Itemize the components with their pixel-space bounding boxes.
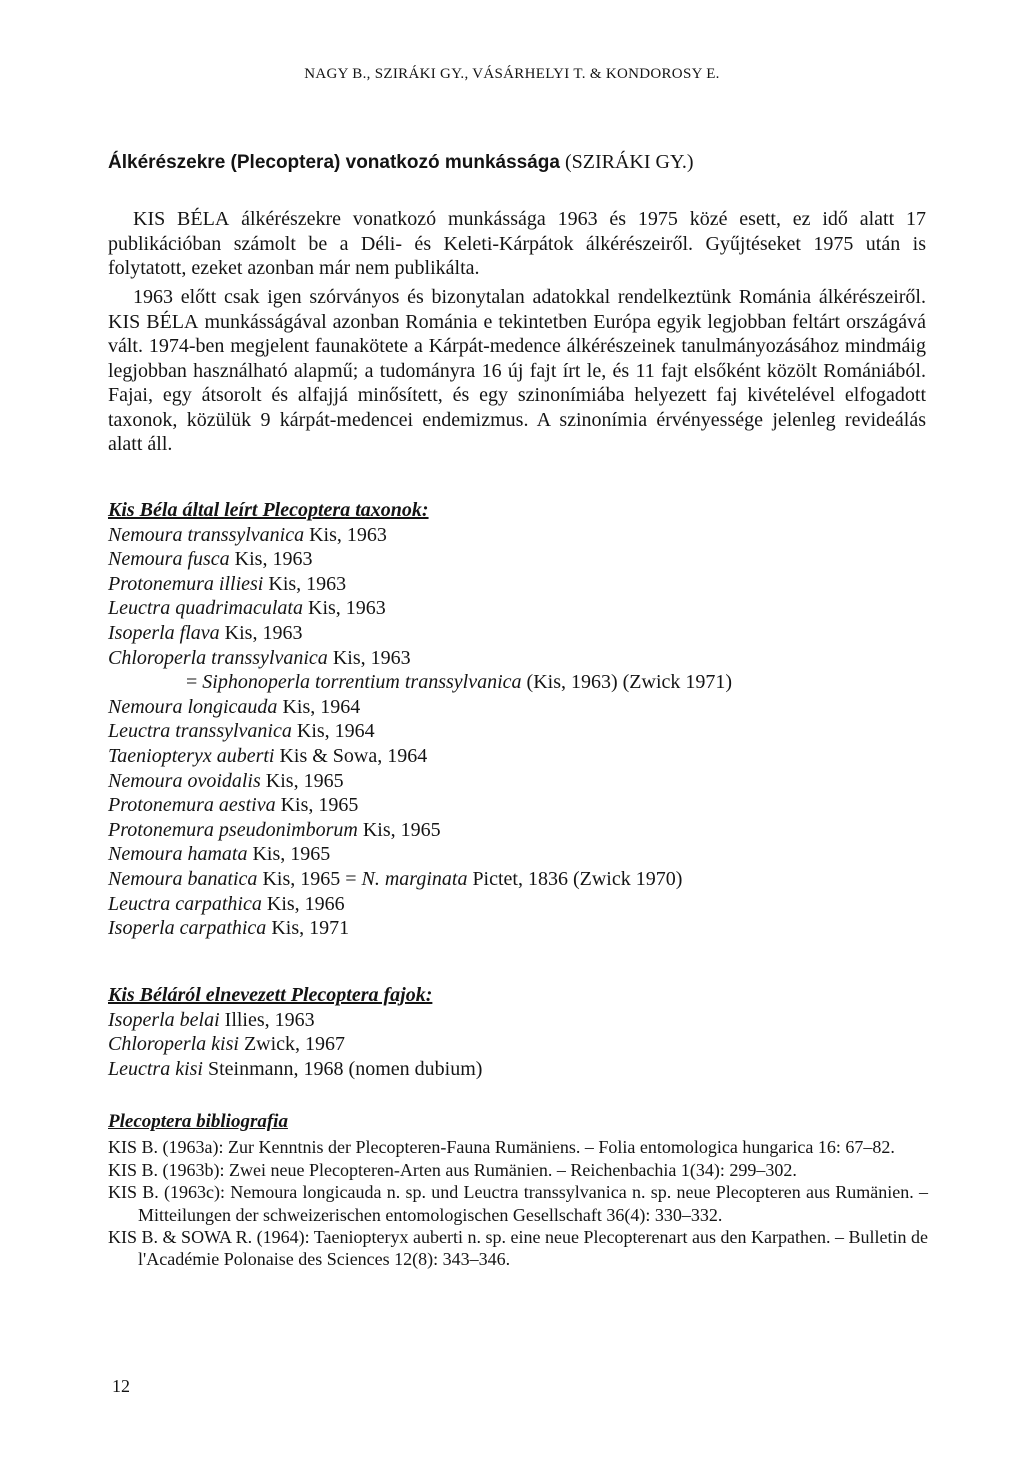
taxon-entry: Isoperla carpathica Kis, 1971 <box>108 917 350 940</box>
paragraph-text-a: 1963 előtt csak igen szórványos és bizonytalan adatokkal rendelkeztünk Románia álkérészeiről. <box>133 286 926 308</box>
taxon-entry: Nemoura longicauda Kis, 1964 <box>108 695 361 718</box>
taxon-entry: Taeniopteryx auberti Kis & Sowa, 1964 <box>108 744 428 767</box>
bibliography-entry: KIS B. (1963c): Nemoura longicauda n. sp. und Leuctra transsylvanica n. sp. neue Plecopteren aus Rumänien. – Mitteilungen der schweizerischen entomologischen Gesellschaft 36(4): 330–332. <box>108 1182 928 1225</box>
taxon-entry: Leuctra transsylvanica Kis, 1964 <box>108 720 375 743</box>
bibliography-entry: KIS B. & SOWA R. (1964): Taeniopteryx auberti n. sp. eine neue Plecopterenart aus den Karpathen. – Bulletin de l'Académie Polonaise des Sciences 12(8): 343–346. <box>108 1227 928 1270</box>
bibliography-entry: KIS B. (1963b): Zwei neue Plecopteren-Arten aus Rumänien. – Reichenbachia 1(34): 299–302. <box>108 1159 797 1180</box>
person-name: KIS BÉLA <box>108 310 199 333</box>
taxon-entry: Nemoura fusca Kis, 1963 <box>108 548 313 571</box>
taxon-entry: Isoperla flava Kis, 1963 <box>108 621 303 644</box>
taxon-entry: Protonemura pseudonimborum Kis, 1965 <box>108 818 441 841</box>
species-entry: Isoperla belai Illies, 1963 <box>108 1008 315 1031</box>
taxon-entry: Nemoura hamata Kis, 1965 <box>108 843 331 866</box>
paragraph-text-b: munkásságával azonban Románia e tekintetben Európa egyik legjobban feltárt országává vált. 1974-ben megjelent faunakötete a Kárpát-medence álkérészeinek tanulmányozásához mindmáig legjobban használható alapmű; a tudományra 16 új fajt írt le, és 11 fajt elsőként közölt Romániából. Fajai, egy átsorolt és alfajjá minősített, és egy szinonímiába helyezett faj kivételével elfogadott taxonok, közülük 9 kárpát-medencei endemizmus. A szinonímia érvényessége jelenleg revideálás alatt áll. <box>108 310 926 455</box>
named-species-list <box>108 983 938 1081</box>
species-entry: Leuctra kisi Steinmann, 1968 (nomen dubium) <box>108 1057 483 1080</box>
section-title-main: Álkérészekre (Plecoptera) vonatkozó munkássága <box>108 152 560 173</box>
taxon-entry: Nemoura transsylvanica Kis, 1963 <box>108 523 387 546</box>
described-taxa-list <box>108 498 938 941</box>
section-title <box>108 150 928 175</box>
named-species-heading: Kis Béláról elnevezett Plecoptera fajok: <box>108 984 433 1006</box>
taxon-entry: Nemoura banatica Kis, 1965 = N. marginata Pictet, 1836 (Zwick 1970) <box>108 867 683 890</box>
taxon-entry: Chloroperla transsylvanica Kis, 1963 <box>108 646 411 669</box>
taxon-entry: Protonemura aestiva Kis, 1965 <box>108 794 359 817</box>
species-entry: Chloroperla kisi Zwick, 1967 <box>108 1033 346 1056</box>
person-name: KIS BÉLA <box>133 208 230 230</box>
described-taxa-heading: Kis Béla által leírt Plecoptera taxonok: <box>108 499 429 521</box>
paragraph-text: álkérészekre vonatkozó munkássága 1963 és 1975 közé esett, ez idő alatt 17 publikációban számolt be a Déli- és Keleti-Kárpátok álkérészeiről. Gyűjtéseket 1975 után is folytatott, ezeket azonban már nem publikálta. <box>108 208 926 279</box>
running-head: NAGY B., SZIRÁKI GY., VÁSÁRHELYI T. & KONDOROSY E. <box>304 66 720 82</box>
history-paragraph <box>108 285 926 457</box>
taxon-entry: Nemoura ovoidalis Kis, 1965 <box>108 769 344 792</box>
taxon-entry: Leuctra carpathica Kis, 1966 <box>108 892 345 915</box>
taxon-entry: Leuctra quadrimaculata Kis, 1963 <box>108 597 386 620</box>
taxon-entry: Protonemura illiesi Kis, 1963 <box>108 572 347 595</box>
section-title-author: (SZIRÁKI GY.) <box>564 151 694 173</box>
bibliography-heading: Plecoptera bibliografia <box>108 1111 288 1132</box>
synonym-entry: = Siphonoperla torrentium transsylvanica (Kis, 1963) (Zwick 1971) <box>186 671 733 694</box>
intro-paragraph <box>108 207 926 281</box>
bibliography-entry: KIS B. (1963a): Zur Kenntnis der Plecopteren-Fauna Rumäniens. – Folia entomologica hungarica 16: 67–82. <box>108 1137 895 1158</box>
page-number: 12 <box>112 1376 130 1396</box>
bibliography <box>108 1111 928 1271</box>
